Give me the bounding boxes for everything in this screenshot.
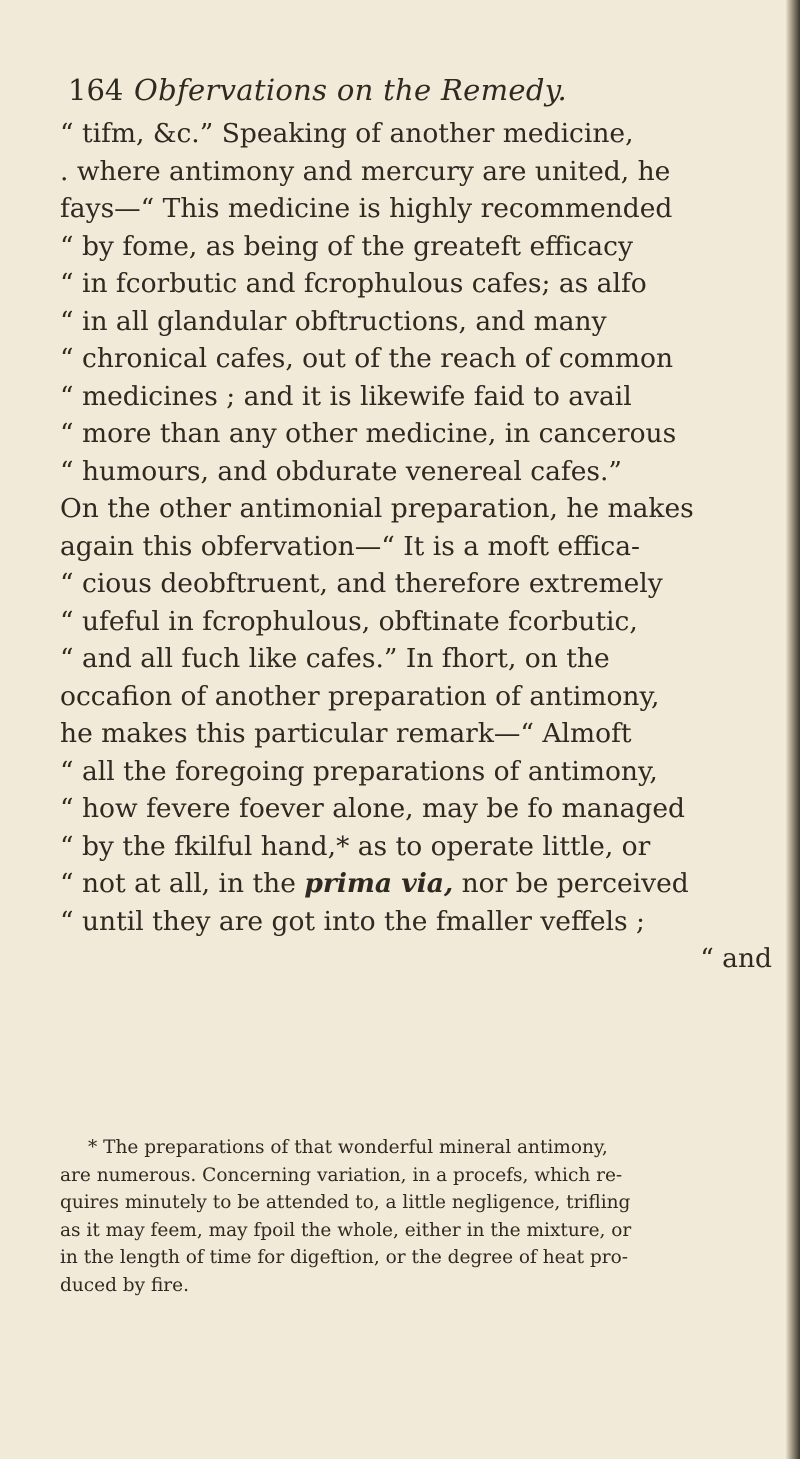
text-line: “ all the foregoing preparations of antimony, xyxy=(60,755,658,787)
text-line: “ ufeful in fcrophulous, obftinate fcorbutic, xyxy=(60,605,638,637)
text-line: “ cious deobftruent, and therefore extremely xyxy=(60,568,663,599)
text-line: “ by the fkilful hand,* as to operate little, or xyxy=(60,830,651,862)
text-line: again this obfervation—“ It is a moft effica- xyxy=(60,530,641,562)
text-line: . where antimony and mercury are united, he xyxy=(60,155,671,187)
page-number: 164 xyxy=(68,73,124,107)
footnote-line: duced by fire. xyxy=(60,1274,189,1296)
text-line-end: nor be perceived xyxy=(453,868,689,899)
footnote-line: are numerous. Concerning variation, in a procefs, which re- xyxy=(60,1164,623,1186)
body-text xyxy=(60,115,772,978)
text-line: he makes this particular remark—“ Almoft xyxy=(60,718,632,749)
text-line: fays—“ This medicine is highly recommended xyxy=(60,193,673,224)
footnote-line: as it may feem, may fpoil the whole, either in the mixture, or xyxy=(60,1219,632,1241)
text-line: “ in all glandular obftructions, and many xyxy=(60,305,607,337)
italic-phrase: prima via, xyxy=(304,868,454,899)
text-line: “ and all fuch like cafes.” In fhort, on the xyxy=(60,643,610,674)
text-line: occafion of another preparation of antimony, xyxy=(60,680,660,712)
footnote-line: in the length of time for digeftion, or the degree of heat pro- xyxy=(60,1247,629,1268)
text-line: “ until they are got into the fmaller veffels ; xyxy=(60,905,645,937)
text-line: “ tifm, &c.” Speaking of another medicine, xyxy=(60,118,634,149)
text-line: On the other antimonial preparation, he makes xyxy=(60,493,694,524)
text-line: “ medicines ; and it is likewife faid to avail xyxy=(60,380,632,412)
text-line-start: “ not at all, in the xyxy=(60,868,305,899)
catchword: “ and xyxy=(700,943,772,974)
footnote-line: quires minutely to be attended to, a little negligence, trifling xyxy=(60,1192,631,1213)
page-header xyxy=(68,70,708,110)
text-line: “ in fcorbutic and fcrophulous cafes; as alfo xyxy=(60,268,647,299)
running-title: Obfervations on the Remedy. xyxy=(134,73,568,107)
text-line: “ humours, and obdurate venereal cafes.” xyxy=(60,455,622,487)
text-line-prima-via xyxy=(60,865,772,903)
text-line: “ more than any other medicine, in cancerous xyxy=(60,418,677,449)
text-line: “ how fevere foever alone, may be fo managed xyxy=(60,793,686,824)
footnote-line: * The preparations of that wonderful mineral antimony, xyxy=(88,1137,608,1158)
text-line: “ chronical cafes, out of the reach of common xyxy=(60,343,674,374)
page-edge xyxy=(786,0,800,1459)
text-line: “ by fome, as being of the greateft efficacy xyxy=(60,230,633,262)
footnote xyxy=(60,1134,772,1299)
